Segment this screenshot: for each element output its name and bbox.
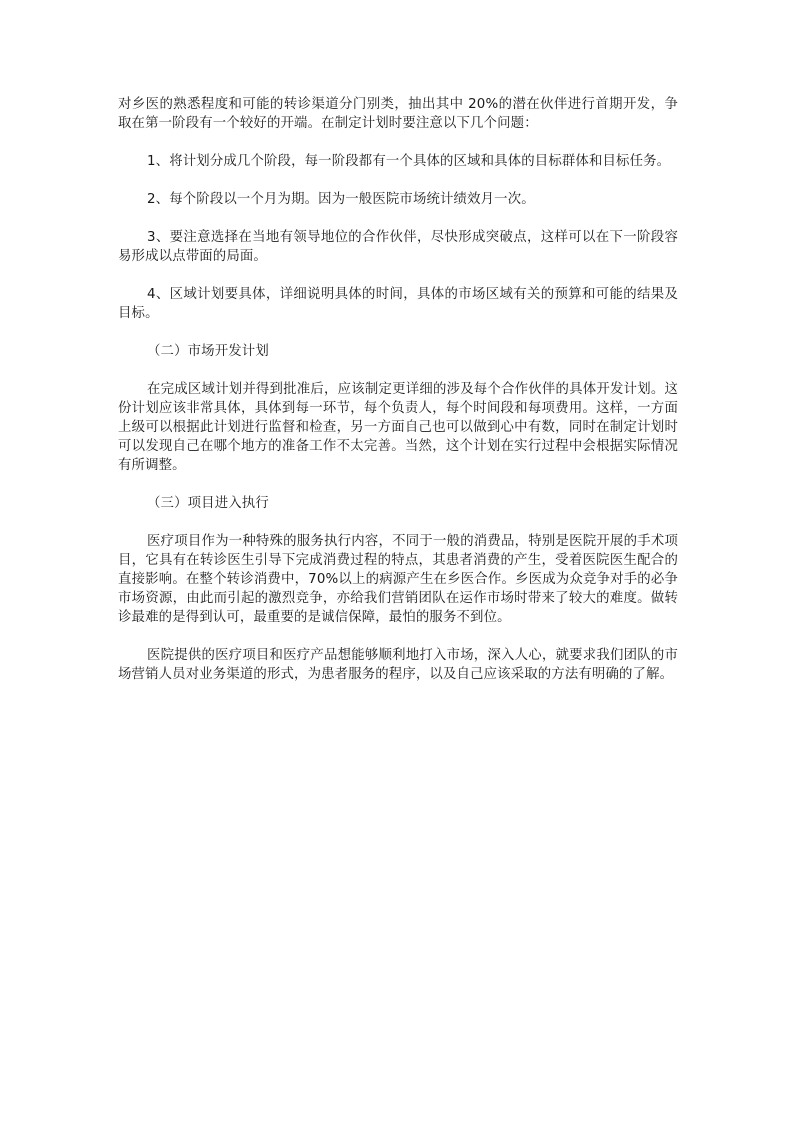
point-4: 4、区域计划要具体，详细说明具体的时间，具体的市场区域有关的预算和可能的结果及目标。 <box>118 287 678 321</box>
intro-paragraph: 对乡医的熟悉程度和可能的转诊渠道分门别类，抽出其中 20%的潜在伙伴进行首期开发，争取在第一阶段有一个较好的开端。在制定计划时要注意以下几个问题： <box>118 97 678 131</box>
point-3: 3、要注意选择在当地有领导地位的合作伙伴，尽快形成突破点，这样可以在下一阶段容易形成以点带面的局面。 <box>118 230 678 264</box>
point-2: 2、每个阶段以一个月为期。因为一般医院市场统计绩效月一次。 <box>147 192 535 207</box>
point-1: 1、将计划分成几个阶段，每一阶段都有一个具体的区域和具体的目标群体和目标任务。 <box>147 154 671 169</box>
project-execution-paragraph-2: 医院提供的医疗项目和医疗产品想能够顺利地打入市场，深入人心，就要求我们团队的市场营销人员对业务渠道的形式，为患者服务的程序，以及自己应该采取的方法有明确的了解。 <box>118 648 678 682</box>
project-execution-paragraph-1: 医疗项目作为一种特殊的服务执行内容，不同于一般的消费品，特别是医院开展的手术项目，它具有在转诊医生引导下完成消费过程的特点，其患者消费的产生，受着医院医生配合的直接影响。在整个转诊消费中，70%以上的病源产生在乡医合作。乡医成为众竞争对手的必争市场资源，由此而引起的激烈竞争，亦给我们营销团队在运作市场时带来了较大的难度。做转诊最难的是得到认可，最重要的是诚信保障，最怕的服务不到位。 <box>118 534 678 625</box>
document-page <box>118 95 678 703</box>
market-plan-paragraph: 在完成区域计划并得到批准后，应该制定更详细的涉及每个合作伙伴的具体开发计划。这份计划应该非常具体，具体到每一环节，每个负责人，每个时间段和每项费用。这样，一方面上级可以根据此计划进行监督和检查，另一方面自己也可以做到心中有数，同时在制定计划时可以发现自己在哪个地方的准备工作不太完善。当然，这个计划在实行过程中会根据实际情况有所调整。 <box>118 382 678 473</box>
section-heading-market-plan: （二）市场开发计划 <box>147 344 269 359</box>
section-heading-project-execution: （三）项目进入执行 <box>147 496 269 511</box>
